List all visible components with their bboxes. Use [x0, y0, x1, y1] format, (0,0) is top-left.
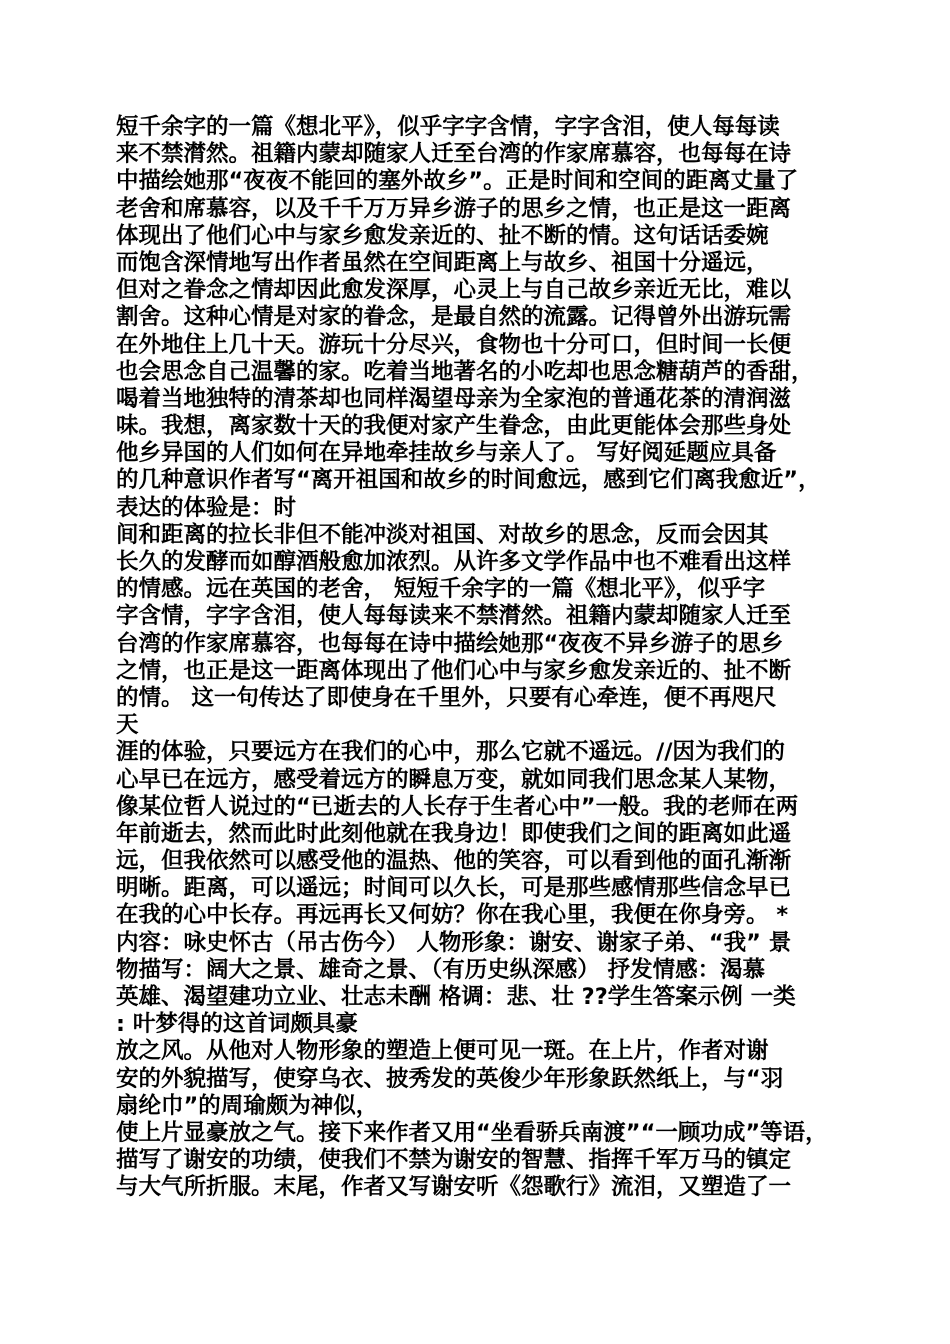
text-line: 台湾的作家席慕容，也每每在诗中描绘她那“夜夜不异乡游子的思乡	[116, 630, 784, 657]
text-line: 但对之眷念之情却因此愈发深厚，心灵上与自己故乡亲近无比，难以	[116, 277, 792, 304]
text-line: 英雄、渴望建功立业、壮志未酬 格调：悲、壮 ??学生答案示例 一类	[116, 984, 796, 1010]
text-line: 远，但我依然可以感受他的温热、他的笑容，可以看到他的面孔渐渐	[116, 848, 792, 875]
text-line: 放之风。从他对人物形象的塑造上便可见一斑。在上片，作者对谢	[116, 1038, 769, 1065]
text-line: 老舍和席慕容，以及千千万万异乡游子的思乡之情，也正是这一距离	[116, 195, 792, 222]
text-line: 的情。 这一句传达了即使身在千里外，只要有心牵连，便不再咫尺	[116, 684, 777, 711]
text-line: 喝着当地独特的清茶却也同样渴望母亲为全家泡的普通花茶的清润滋	[116, 385, 792, 412]
text-line: 在我的心中长存。再远再长又何妨？你在我心里，我便在你身旁。 *	[116, 902, 789, 929]
text-line: 的几种意识作者写“离开祖国和故乡的时间愈远，感到它们离我愈近”，	[116, 467, 821, 494]
text-line: 而饱含深情地写出作者虽然在空间距离上与故乡、祖国十分遥远，	[116, 249, 769, 276]
text-line: 味。我想，离家数十天的我便对家产生眷念，由此更能体会那些身处	[116, 413, 792, 440]
text-line: 物描写：阔大之景、雄奇之景、（有历史纵深感） 抒发情感：渴慕	[116, 956, 766, 983]
text-line: 字含情，字字含泪，使人每每读来不禁潸然。祖籍内蒙却随家人迁至	[116, 603, 792, 630]
text-line: 像某位哲人说过的“已逝去的人长存于生者心中”一般。我的老师在两	[116, 793, 799, 820]
text-line: 长久的发酵而如醇酒般愈加浓烈。从许多文学作品中也不难看出这样	[116, 549, 792, 575]
text-line: 的情感。远在英国的老舍， 短短千余字的一篇《想北平》，似乎字	[116, 576, 766, 603]
text-line: 年前逝去，然而此时此刻他就在我身边！即使我们之间的距离如此遥	[116, 820, 792, 847]
text-line: 割舍。这种心情是对家的眷念，是最自然的流露。记得曾外出游玩需	[116, 304, 792, 331]
text-line: 中描绘她那“夜夜不能回的塞外故乡”。正是时间和空间的距离丈量了	[116, 168, 799, 195]
text-line: 也会思念自己温馨的家。吃着当地著名的小吃却也思念糖葫芦的香甜，	[116, 358, 814, 385]
text-line: 明晰。距离，可以遥远；时间可以久长，可是那些感情那些信念早已	[116, 875, 792, 902]
text-line: : 叶梦得的这首词颇具豪	[116, 1011, 358, 1038]
text-line: 体现出了他们心中与家乡愈发亲近的、扯不断的情。这句话话委婉	[116, 222, 769, 249]
text-line: 安的外貌描写，使穿乌衣、披秀发的英俊少年形象跃然纸上，与“羽	[116, 1065, 784, 1092]
document-body-text	[116, 114, 846, 1202]
text-line: 心早已在远方，感受着远方的瞬息万变，就如同我们思念某人某物，	[116, 766, 792, 793]
text-line: 间和距离的拉长非但不能冲淡对祖国、对故乡的思念，反而会因其	[116, 521, 769, 548]
text-line: 表达的体验是：时	[116, 494, 297, 521]
text-line: 短千余字的一篇《想北平》，似乎字字含情，字字含泪，使人每每读	[116, 114, 780, 140]
text-line: 他乡异国的人们如何在异地牵挂故乡与亲人了。 写好阅延题应具备	[116, 440, 777, 467]
text-line: 来不禁潸然。祖籍内蒙却随家人迁至台湾的作家席慕容，也每每在诗	[116, 141, 792, 168]
text-line: 内容：咏史怀古（吊古伤今） 人物形象：谢安、谢家子弟、“我” 景	[116, 929, 792, 956]
text-line: 之情，也正是这一距离体现出了他们心中与家乡愈发亲近的、扯不断	[116, 657, 792, 684]
text-line: 在外地住上几十天。游玩十分尽兴，食物也十分可口，但时间一长便	[116, 331, 792, 358]
text-line: 使上片显豪放之气。接下来作者又用“坐看骄兵南渡”“一顾功成”等语，	[116, 1119, 828, 1146]
text-line: 描写了谢安的功绩，使我们不禁为谢安的智慧、指挥千军万马的镇定	[116, 1147, 792, 1174]
text-line: 扇纶巾”的周瑜颇为神似，	[116, 1092, 379, 1119]
text-line: 天	[116, 712, 139, 739]
text-line: 涯的体验，只要远方在我们的心中，那么它就不遥远。//因为我们的	[116, 739, 785, 766]
text-line: 与大气所折服。末尾，作者又写谢安听《怨歌行》流泪，又塑造了一	[116, 1174, 792, 1201]
